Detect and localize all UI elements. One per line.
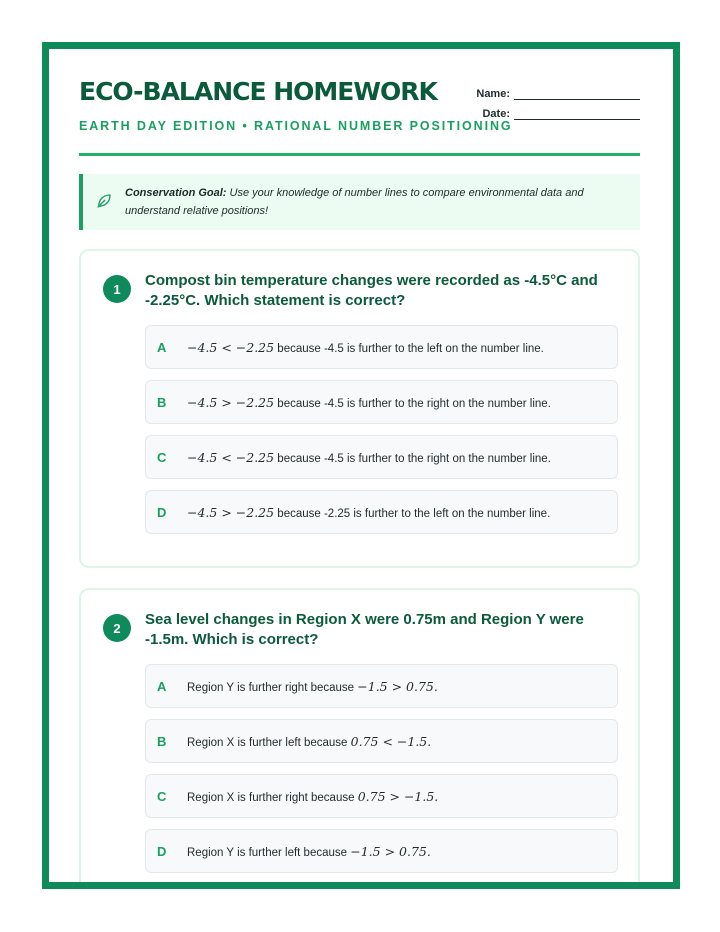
- question-number-badge: 2: [103, 614, 131, 642]
- answer-option-d[interactable]: [145, 829, 618, 873]
- name-line[interactable]: [514, 87, 640, 100]
- option-content: [187, 450, 551, 465]
- option-letter: A: [157, 339, 167, 355]
- question-card-2: [79, 588, 640, 889]
- answer-option-c[interactable]: [145, 774, 618, 818]
- option-text: Region Y is further right because: [187, 681, 355, 694]
- question-number-badge: 1: [103, 275, 131, 303]
- option-math: 0.75 > −1.5.: [357, 788, 439, 804]
- leaf-icon: [95, 192, 113, 210]
- option-letter: D: [157, 843, 167, 859]
- option-text: Region Y is further left because: [187, 846, 348, 859]
- option-content: [187, 844, 431, 859]
- answer-option-a[interactable]: [145, 325, 618, 369]
- answer-option-b[interactable]: [145, 380, 618, 424]
- goal-label: Conservation Goal:: [125, 187, 227, 199]
- option-content: [187, 679, 438, 694]
- goal-description: Use your knowledge of number lines to compare environmental data and understand relative positions!: [125, 187, 584, 217]
- option-text: because -4.5 is further to the left on the number line.: [277, 342, 544, 355]
- option-content: [187, 340, 544, 355]
- page-title: ECO-BALANCE HOMEWORK: [79, 77, 437, 106]
- option-letter: B: [157, 733, 167, 749]
- option-content: [187, 734, 431, 749]
- date-field[interactable]: [482, 107, 640, 120]
- option-math: −4.5 < −2.25: [187, 449, 275, 465]
- option-letter: C: [157, 449, 167, 465]
- question-card-1: [79, 249, 640, 568]
- worksheet-content: [79, 49, 640, 859]
- option-text: because -4.5 is further to the right on the number line.: [277, 397, 551, 410]
- option-math: −4.5 > −2.25: [187, 394, 275, 410]
- option-math: −1.5 > 0.75.: [357, 678, 438, 694]
- option-math: −1.5 > 0.75.: [350, 843, 431, 859]
- option-math: 0.75 < −1.5.: [350, 733, 432, 749]
- question-text: Sea level changes in Region X were 0.75m and Region Y were -1.5m. Which is correct?: [145, 611, 584, 648]
- option-letter: C: [157, 788, 167, 804]
- worksheet-page: [42, 42, 680, 889]
- conservation-goal-callout: [79, 174, 640, 230]
- answer-option-d[interactable]: [145, 490, 618, 534]
- option-content: [187, 505, 550, 520]
- option-text: Region X is further left because: [187, 736, 348, 749]
- date-line[interactable]: [514, 107, 640, 120]
- option-text: Region X is further right because: [187, 791, 355, 804]
- option-letter: D: [157, 504, 167, 520]
- option-math: −4.5 < −2.25: [187, 339, 275, 355]
- goal-text: [125, 184, 620, 220]
- option-math: −4.5 > −2.25: [187, 504, 275, 520]
- question-text: Compost bin temperature changes were recorded as -4.5°C and -2.25°C. Which statement is correct?: [145, 272, 598, 309]
- header: [79, 49, 640, 156]
- option-text: because -4.5 is further to the right on the number line.: [277, 452, 551, 465]
- option-content: [187, 789, 438, 804]
- answer-option-a[interactable]: [145, 664, 618, 708]
- option-text: because -2.25 is further to the left on the number line.: [277, 507, 551, 520]
- name-field[interactable]: [476, 87, 640, 100]
- option-content: [187, 395, 551, 410]
- option-letter: A: [157, 678, 167, 694]
- name-label: Name:: [476, 88, 510, 100]
- page-subtitle: EARTH DAY EDITION • RATIONAL NUMBER POSITIONING: [79, 119, 513, 133]
- date-label: Date:: [482, 108, 510, 120]
- answer-option-b[interactable]: [145, 719, 618, 763]
- option-letter: B: [157, 394, 167, 410]
- answer-option-c[interactable]: [145, 435, 618, 479]
